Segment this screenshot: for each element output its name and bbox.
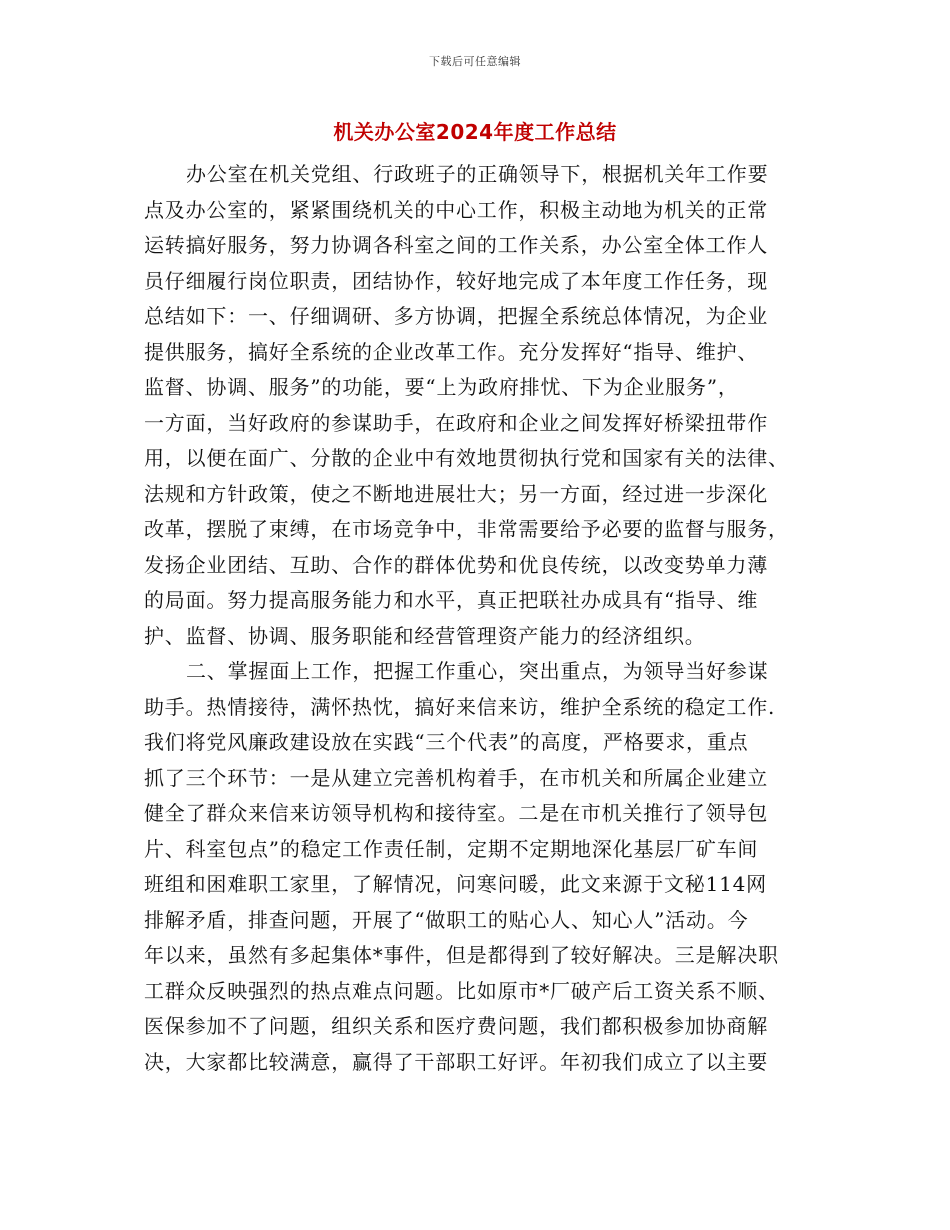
paragraph-line: 抓了三个环节：一是从建立完善机构着手，在市机关和所属企业建立 — [144, 765, 768, 790]
paragraph-line: 运转搞好服务，努力协调各科室之间的工作关系，办公室全体工作人 — [144, 233, 768, 257]
paragraph-line: 班组和困难职工家里，了解情况，问寒问暖，此文来源于文秘114网 — [144, 872, 767, 896]
paragraph-line: 总结如下：一、仔细调研、多方协调，把握全系统总体情况，为企业 — [144, 304, 768, 328]
page-header-note: 下载后可任意编辑 — [429, 55, 521, 68]
document-title: 机关办公室2024年度工作总结 — [333, 120, 617, 144]
paragraph-line: 法规和方针政策，使之不断地进展壮大；另一方面，经过进一步深化 — [144, 481, 768, 506]
paragraph-line: 护、监督、协调、服务职能和经营管理资产能力的经济组织。 — [144, 623, 706, 648]
paragraph-line: 一方面，当好政府的参谋助手，在政府和企业之间发挥好桥梁扭带作 — [144, 410, 768, 435]
paragraph-line: 年以来，虽然有多起集体*事件，但是都得到了较好解决。三是解决职 — [144, 943, 779, 967]
paragraph-line: 医保参加不了问题，组织关系和医疗费问题，我们都积极参加协商解 — [144, 1014, 768, 1038]
paragraph-line: 健全了群众来信来访领导机构和接待室。二是在市机关推行了领导包 — [144, 801, 768, 825]
document-body — [144, 157, 804, 1080]
paragraph-line: 提供服务，搞好全系统的企业改革工作。充分发挥好“指导、维护、 — [144, 339, 759, 364]
paragraph-line: 员仔细履行岗位职责，团结协作，较好地完成了本年度工作任务，现 — [144, 268, 768, 293]
paragraph-line: 二、掌握面上工作，把握工作重心，突出重点，为领导当好参谋 — [186, 659, 769, 683]
paragraph-line: 工群众反映强烈的热点难点问题。比如原市*厂破产后工资关系不顺、 — [144, 978, 779, 1003]
paragraph-line: 我们将党风廉政建设放在实践“三个代表”的高度，严格要求，重点 — [144, 730, 749, 754]
paragraph-line: 排解矛盾，排查问题，开展了“做职工的贴心人、知心人”活动。今 — [144, 907, 749, 932]
paragraph-line: 的局面。努力提高服务能力和水平，真正把联社办成具有“指导、维 — [144, 588, 759, 612]
paragraph-line: 决，大家都比较满意，赢得了干部职工好评。年初我们成立了以主要 — [144, 1049, 768, 1074]
paragraph-line: 片、科室包点”的稳定工作责任制，定期不定期地深化基层厂矿车间 — [144, 836, 759, 861]
paragraph-line: 办公室在机关党组、行政班子的正确领导下，根据机关年工作要 — [186, 162, 769, 186]
paragraph-line: 用，以便在面广、分散的企业中有效地贯彻执行党和国家有关的法律、 — [144, 446, 789, 470]
paragraph-line: 监督、协调、服务”的功能，要“上为政府排忧、下为企业服务”， — [144, 375, 739, 399]
paragraph-line: 发扬企业团结、互助、合作的群体优势和优良传统，以改变势单力薄 — [144, 552, 768, 577]
paragraph-line: 助手。热情接待，满怀热忱，搞好来信来访，维护全系统的稳定工作. — [144, 694, 776, 719]
paragraph-line: 改革，摆脱了束缚，在市场竞争中，非常需要给予必要的监督与服务， — [144, 517, 789, 541]
paragraph-line: 点及办公室的，紧紧围绕机关的中心工作，积极主动地为机关的正常 — [144, 197, 768, 222]
